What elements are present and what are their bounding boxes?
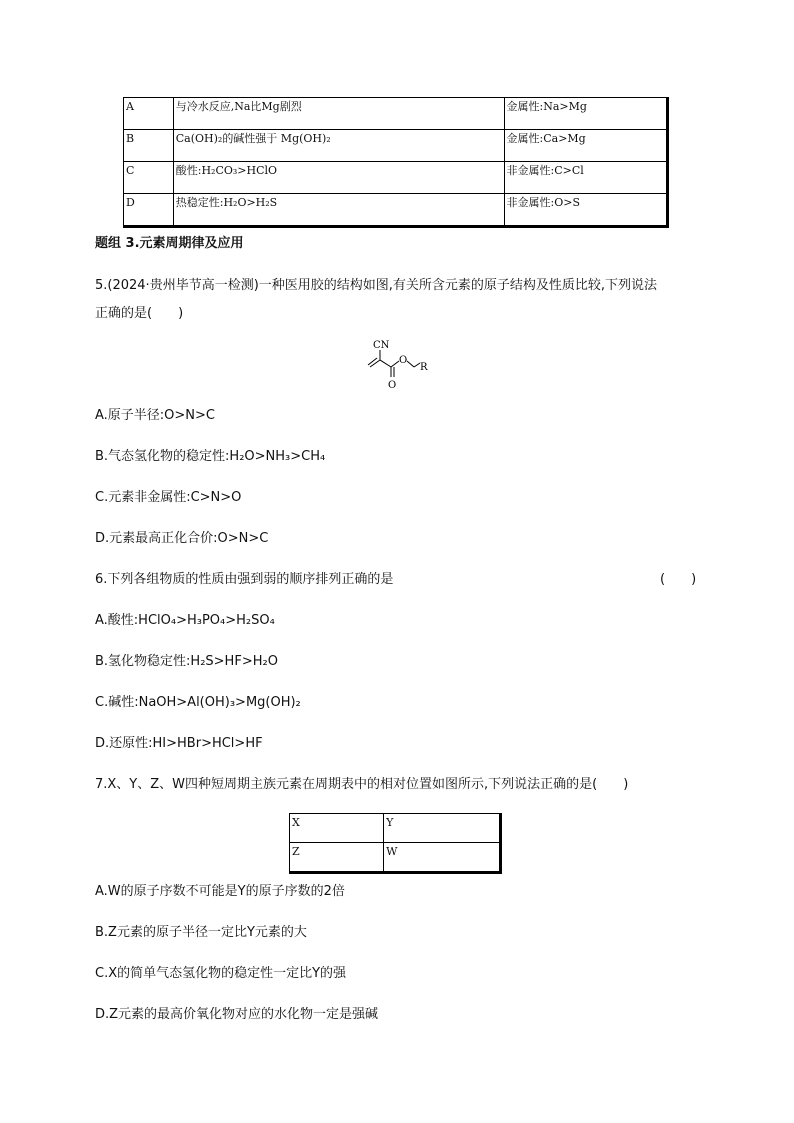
table-row [124, 162, 668, 194]
table-row [290, 843, 501, 873]
q6-option-c: C.碱性:NaOH>Al(OH)₃>Mg(OH)₂ [95, 695, 301, 710]
q6-stem: 6.下列各组物质的性质由强到弱的顺序排列正确的是 [95, 572, 394, 587]
table-row [124, 194, 668, 227]
q5-option-d: D.元素最高正化合价:O>N>C [95, 531, 269, 546]
glue-structure-diagram [360, 336, 440, 394]
row-fact: 与冷水反应,Na比Mg剧烈 [173, 98, 504, 130]
row-label: C [124, 162, 174, 194]
cell-y: Y [384, 814, 501, 843]
row-fact: 热稳定性:H₂O>H₂S [173, 194, 504, 227]
q7-option-b: B.Z元素的原子半径一定比Y元素的大 [95, 925, 307, 940]
q7-option-d: D.Z元素的最高价氧化物对应的水化物一定是强碱 [95, 1007, 379, 1022]
q5-stem-line2: 正确的是( ) [95, 306, 184, 321]
q6-option-b: B.氢化物稳定性:H₂S>HF>H₂O [95, 654, 278, 669]
table-row [124, 130, 668, 162]
cell-z: Z [290, 843, 384, 873]
q7-option-c: C.X的简单气态氢化物的稳定性一定比Y的强 [95, 966, 347, 981]
row-fact: 酸性:H₂CO₃>HClO [173, 162, 504, 194]
row-label: A [124, 98, 174, 130]
row-conclusion: 金属性:Na>Mg [504, 98, 667, 130]
q6-option-a: A.酸性:HClO₄>H₃PO₄>H₂SO₄ [95, 613, 275, 628]
q5-stem-line1: 5.(2024·贵州毕节高一检测)一种医用胶的结构如图,有关所含元素的原子结构及性质比较,下列说法 [95, 278, 658, 293]
row-fact: Ca(OH)₂的碱性强于 Mg(OH)₂ [173, 130, 504, 162]
q6-option-d: D.还原性:HI>HBr>HCl>HF [95, 736, 263, 751]
q5-option-c: C.元素非金属性:C>N>O [95, 490, 242, 505]
table-row [290, 814, 501, 843]
row-conclusion: 金属性:Ca>Mg [504, 130, 667, 162]
q5-option-a: A.原子半径:O>N>C [95, 408, 215, 423]
q6-answer-paren: ( ) [660, 572, 697, 587]
carbonyl-o-label: O [388, 380, 397, 391]
section-title: 题组 3.元素周期律及应用 [95, 236, 244, 251]
q7-option-a: A.W的原子序数不可能是Y的原子序数的2倍 [95, 884, 345, 899]
cell-w: W [384, 843, 501, 873]
row-conclusion: 非金属性:C>Cl [504, 162, 667, 194]
comparison-table [123, 97, 669, 228]
cn-label: CN [373, 340, 390, 351]
cell-x: X [290, 814, 384, 843]
row-label: B [124, 130, 174, 162]
table-row [124, 98, 668, 130]
row-conclusion: 非金属性:O>S [504, 194, 667, 227]
row-label: D [124, 194, 174, 227]
r-group-label: R [420, 362, 428, 373]
q7-stem: 7.X、Y、Z、W四种短周期主族元素在周期表中的相对位置如图所示,下列说法正确的是( ) [95, 777, 629, 792]
q5-option-b: B.气态氢化物的稳定性:H₂O>NH₃>CH₄ [95, 449, 326, 464]
ester-o-label: O [399, 355, 408, 366]
periodic-position-table [289, 813, 502, 874]
